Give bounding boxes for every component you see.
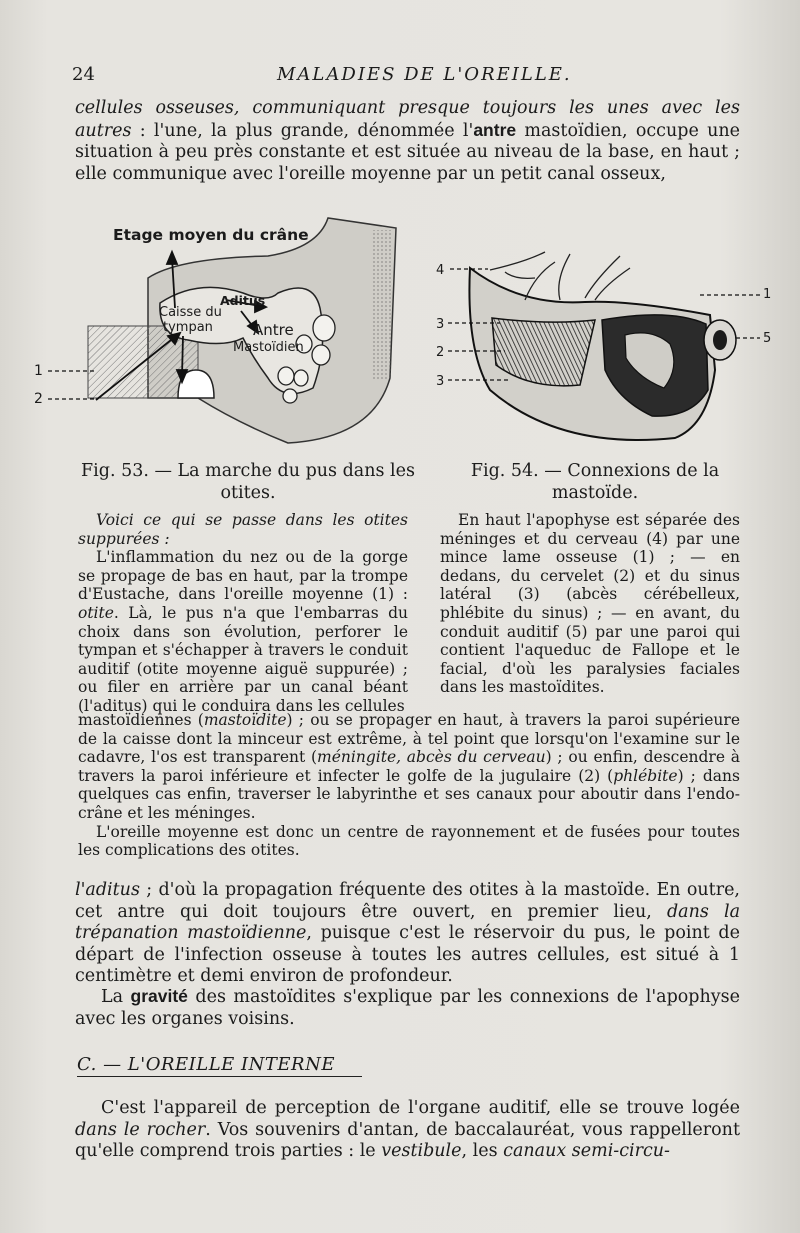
figure-53-diagram — [28, 208, 408, 453]
fig53-label-caisse: Caisse du — [159, 305, 222, 320]
gravite-paragraph: La gravité des mastoïdites s'explique par les connexions de l'apophyse avec les organes voisins. — [75, 986, 741, 1029]
auditory-canal-lumen — [713, 330, 727, 350]
fig54-number-3-lower: 3 — [436, 374, 445, 389]
running-title: MALADIES DE L'OREILLE. — [277, 64, 572, 85]
fig54-number-1: 1 — [763, 287, 772, 302]
section-heading: C. — L'OREILLE INTERNE — [77, 1054, 362, 1077]
page-number: 24 — [72, 64, 95, 85]
right-column — [440, 511, 740, 697]
dotted-band — [373, 230, 393, 380]
fig53-title-label: Etage moyen du crâne — [113, 226, 309, 244]
fig54-number-4: 4 — [436, 263, 445, 278]
fig53-label-tympan: tympan — [163, 320, 213, 335]
figure-54-diagram — [430, 240, 780, 450]
left-col-body: L'inflammation du nez ou de la gorge se propage de bas en haut, par la trompe d'Eustache, dans l'oreille moyenne (1) : otite. Là, le pus n'a que l'embarras du choix dans son évolution, perforer le tympan et s'échapper à travers le conduit auditif (otite moyenne aiguë suppurée) ; ou filer en arrière par un canal béant (l'aditus) qui le conduira dans les cellules — [78, 548, 408, 715]
left-col-intro: Voici ce qui se passe dans les otites suppurées : — [78, 511, 408, 548]
figure-53-caption: Fig. 53. — La marche du pus dans les otites. — [81, 461, 415, 503]
fig53-number-2: 2 — [34, 391, 43, 407]
fig53-label-mastoidien: Mastoïdien — [233, 340, 304, 355]
left-column — [78, 511, 408, 716]
fig54-number-3-upper: 3 — [436, 317, 445, 332]
last-paragraph: C'est l'appareil de perception de l'organe auditif, elle se trouve logée dans le rocher. Vos souvenirs d'antan, de baccalauréat, vous rappelleront qu'elle comprend trois parties : le vestibule, les canaux semi-circu- — [75, 1098, 740, 1161]
fig53-number-1: 1 — [34, 363, 43, 379]
fig53-label-antre: Antre — [253, 321, 294, 339]
top-paragraph: cellules osseuses, communiquant presque toujours les unes avec les autres : l'une, la plus grande, dénommée l'antre mastoïdien, occupe une situation à peu près constante et est située au niveau de la base, en haut ; elle communique avec l'oreille moyenne par un petit canal osseux, — [75, 98, 740, 184]
fig54-number-5: 5 — [763, 331, 772, 346]
fig54-number-2: 2 — [436, 345, 445, 360]
conclusion-para: L'oreille moyenne est donc un centre de rayonnement et de fusées pour toutes les complications des otites. — [78, 822, 740, 860]
continuation-text — [78, 711, 740, 860]
figure-54-caption: Fig. 54. — Connexions de la mastoïde. — [470, 461, 720, 503]
aditus-paragraph: l'aditus ; d'où la propagation fréquente des otites à la mastoïde. En outre, cet antre qui doit toujours être ouvert, en premier lieu, dans la trépanation mastoïdienne, puisque c'est le réservoir du pus, le point de départ de l'infection osseuse à toutes les autres cellules, est situé à 1 centimètre et demi environ de profondeur. — [75, 880, 741, 986]
right-col-body: En haut l'apophyse est séparée des méninges et du cerveau (4) par une mince lame osseuse (1) ; — en dedans, du cervelet (2) et du sinus latéral (3) (abcès cérébelleux, phlébite du sinus) ; — en avant, du conduit auditif (5) par une paroi qui contient l'aqueduc de Fallope et le facial, d'où les paralysies faciales dans les mastoïdites. — [440, 511, 740, 697]
continuation-para: mastoïdiennes (mastoïdite) ; ou se propager en haut, à travers la paroi supérieure de la caisse dont la minceur est extrême, à tel point que lorsqu'on l'examine sur le cadavre, l'os est transparent (méningite, abcès du cerveau) ; ou enfin, descendre à travers la paroi inférieure et infecter le golfe de la jugulaire (2) (phlébite) ; dans quelques cas enfin, traverser le labyrinthe et ses canaux pour aboutir dans l'endo-crâne et les méninges. — [78, 711, 740, 822]
fig53-label-aditus: Aditus — [220, 293, 266, 308]
page-header — [72, 64, 742, 88]
